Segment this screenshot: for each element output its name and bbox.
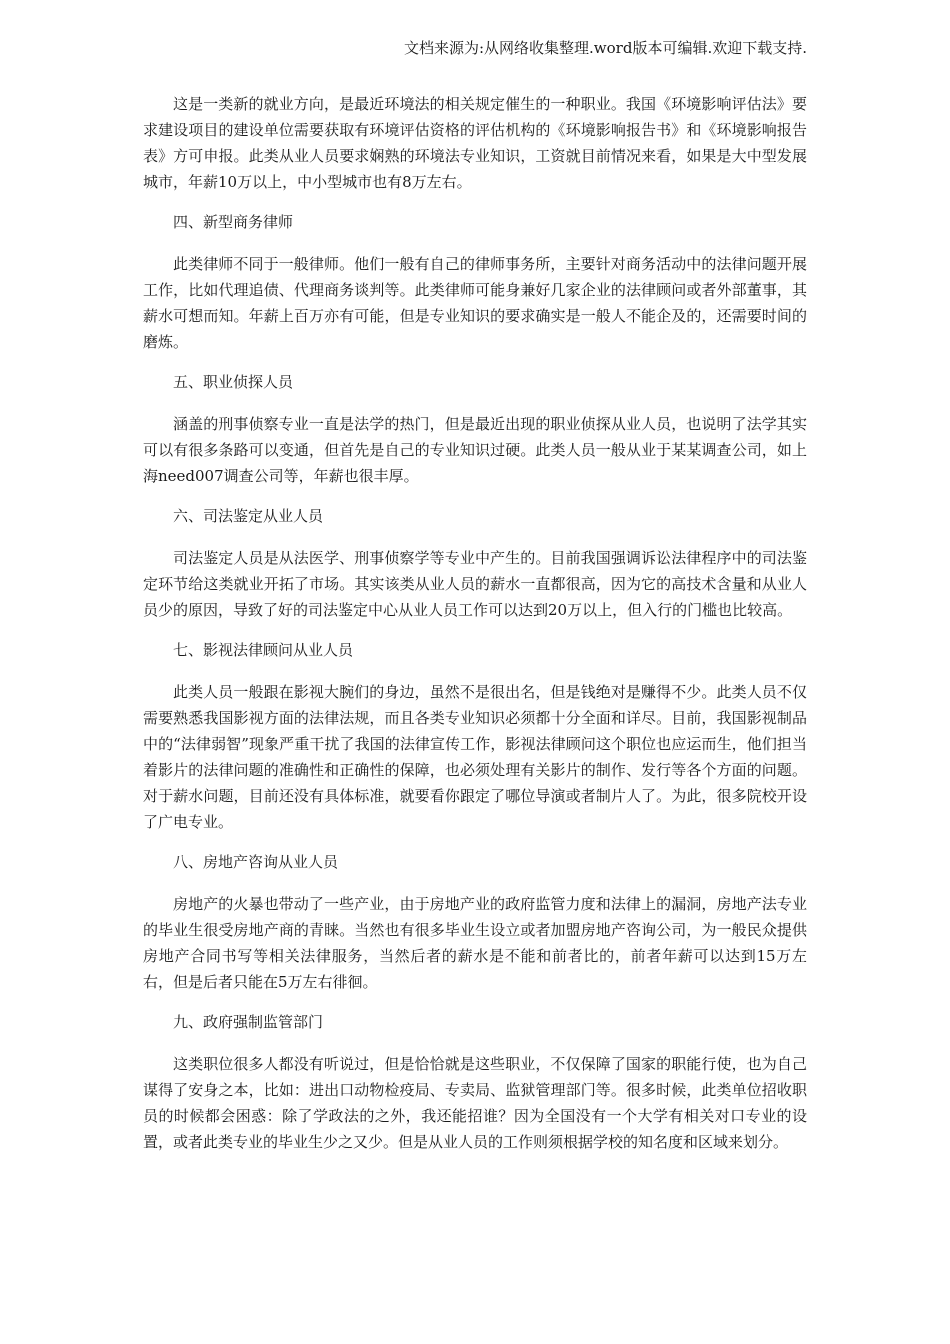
- paragraph-government-supervision: 这类职位很多人都没有听说过，但是恰恰就是这些职业，不仅保障了国家的职能行使，也为自己谋得了安身之本，比如：进出口动物检疫局、专卖局、监狱管理部门等。很多时候，此类单位招收职员的时候都会困惑：除了学政法的之外，我还能招谁？因为全国没有一个大学有相关对口专业的设置，或者此类专业的毕业生少之又少。但是从业人员的工作则须根据学校的知名度和区域来划分。: [143, 1055, 807, 1151]
- document-body: [143, 91, 807, 1155]
- heading-detective: 五、职业侦探人员: [173, 373, 294, 391]
- paragraph-business-lawyer: 此类律师不同于一般律师。他们一般有自己的律师事务所，主要针对商务活动中的法律问题开展工作，比如代理追债、代理商务谈判等。此类律师可能身兼好几家企业的法律顾问或者外部董事，其薪水可想而知。年薪上百万亦有可能，但是专业知识的要求确实是一般人不能企及的，还需要时间的磨炼。: [143, 255, 807, 351]
- paragraph-detective: 涵盖的刑事侦察专业一直是法学的热门，但是最近出现的职业侦探从业人员，也说明了法学其实可以有很多条路可以变通，但首先是自己的专业知识过硬。此类人员一般从业于某某调查公司，如上海need007调查公司等，年薪也很丰厚。: [143, 415, 807, 485]
- paragraph-environmental-assessment: 这是一类新的就业方向，是最近环境法的相关规定催生的一种职业。我国《环境影响评估法》要求建设项目的建设单位需要获取有环境评估资格的评估机构的《环境影响报告书》和《环境影响报告表》方可申报。此类从业人员要求娴熟的环境法专业知识，工资就目前情况来看，如果是大中型发展城市，年薪10万以上，中小型城市也有8万左右。: [143, 95, 807, 191]
- paragraph-forensic: 司法鉴定人员是从法医学、刑事侦察学等专业中产生的。目前我国强调诉讼法律程序中的司法鉴定环节给这类就业开拓了市场。其实该类从业人员的薪水一直都很高，因为它的高技术含量和从业人员少的原因，导致了好的司法鉴定中心从业人员工作可以达到20万以上，但入行的门槛也比较高。: [143, 549, 807, 619]
- header-source-note: 文档来源为:从网络收集整理.word版本可编辑.欢迎下载支持.: [403, 39, 807, 57]
- heading-real-estate: 八、房地产咨询从业人员: [173, 853, 339, 871]
- heading-film-legal-advisor: 七、影视法律顾问从业人员: [173, 641, 354, 659]
- heading-forensic: 六、司法鉴定从业人员: [173, 507, 324, 525]
- heading-government-supervision: 九、政府强制监管部门: [173, 1013, 324, 1031]
- paragraph-film-legal-advisor: 此类人员一般跟在影视大腕们的身边，虽然不是很出名，但是钱绝对是赚得不少。此类人员不仅需要熟悉我国影视方面的法律法规，而且各类专业知识必须都十分全面和详尽。目前，我国影视制品中的“法律弱智”现象严重干扰了我国的法律宣传工作，影视法律顾问这个职位也应运而生，他们担当着影片的法律问题的准确性和正确性的保障，也必须处理有关影片的制作、发行等各个方面的问题。对于薪水问题，目前还没有具体标准，就要看你跟定了哪位导演或者制片人了。为此，很多院校开设了广电专业。: [143, 683, 807, 831]
- paragraph-real-estate: 房地产的火暴也带动了一些产业，由于房地产业的政府监管力度和法律上的漏洞，房地产法专业的毕业生很受房地产商的青睐。当然也有很多毕业生设立或者加盟房地产咨询公司，为一般民众提供房地产合同书写等相关法律服务，当然后者的薪水是不能和前者比的，前者年薪可以达到15万左右，但是后者只能在5万左右徘徊。: [143, 895, 807, 991]
- heading-business-lawyer: 四、新型商务律师: [173, 213, 294, 231]
